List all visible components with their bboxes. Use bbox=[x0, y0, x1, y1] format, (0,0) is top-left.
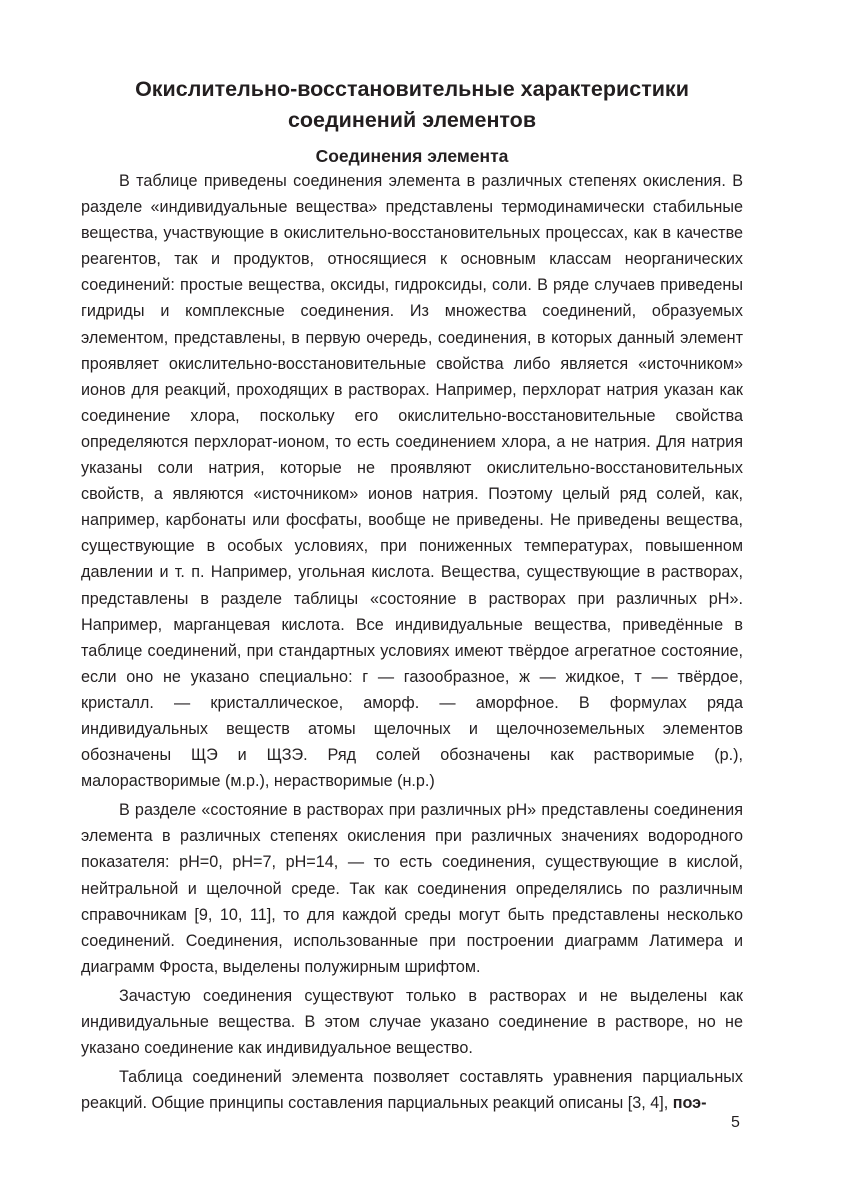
title-line-1: Окислительно-восстановительные характеристики bbox=[135, 77, 689, 101]
paragraph: В таблице приведены соединения элемента в различных степенях окисления. В разделе «индивидуальные вещества» представлены термодинамически стабильные вещества, участвующие в окислительно-восстановительных процессах, как в качестве реагентов, так и продуктов, относящиеся к основным классам неорганических соединений: простые вещества, оксиды, гидроксиды, соли. В ряде случаев приведены гидриды и комплексные соединения. Из множества соединений, образуемых элементом, представлены, в первую очередь, соединения, в которых данный элемент проявляет окислительно-восстановительные свойства либо является «источником» ионов для реакций, проходящих в растворах. Например, перхлорат натрия указан как соединение хлора, поскольку его окислительно-восстановительные свойства определяются перхлорат-ионом, то есть соединением хлора, а не натрия. Для натрия указаны соли натрия, которые не проявляют окислительно-восстановительных свойств, а являются «источником» ионов натрия. Поэтому целый ряд солей, как, например, карбонаты или фосфаты, вообще не приведены. Не приведены вещества, существующие в особых условиях, при пониженных температурах, повышенном давлении и т. п. Например, угольная кислота. Вещества, существующие в растворах, представлены в разделе таблицы «состояние в растворах при различных pH». Например, марганцевая кислота. Все индивидуальные вещества, приведённые в таблице соединений, при стандартных условиях имеют твёрдое агрегатное состояние, если оно не указано специально: г — газообразное, ж — жидкое, т — твёрдое, кристалл. — кристаллическое, аморф. — аморфное. В формулах ряда индивидуальных веществ атомы щелочных и щелочноземельных элементов обозначены ЩЭ и ЩЗЭ. Ряд солей обозначены как растворимые (р.), малорастворимые (м.р.), нерастворимые (н.р.) bbox=[81, 172, 743, 791]
paragraph-bold-text: поэ- bbox=[672, 1094, 707, 1113]
section-heading: Соединения элемента bbox=[315, 146, 509, 166]
page-content bbox=[81, 74, 743, 1116]
paragraph-text: Таблица соединений элемента позволяет составлять уравнения парциальных реакций. Общие принципы составления парциальных реакций описаны [3, 4], bbox=[81, 1068, 743, 1113]
paragraph bbox=[81, 1064, 743, 1116]
page-number: 5 bbox=[731, 1114, 740, 1131]
paragraph: В разделе «состояние в растворах при различных pH» представлены соединения элемента в различных степенях окисления при различных значениях водородного показателя: pH=0, pH=7, pH=14, — то есть соединения, существующие в кислой, нейтральной и щелочной среде. Так как соединения определялись по различным справочникам [9, 10, 11], то для каждой среды могут быть представлены несколько соединений. Соединения, использованные при построении диаграмм Латимера и диаграмм Фроста, выделены полужирным шрифтом. bbox=[81, 801, 743, 976]
paragraph: Зачастую соединения существуют только в растворах и не выделены как индивидуальные вещества. В этом случае указано соединение в растворе, но не указано соединение как индивидуальное вещество. bbox=[81, 986, 743, 1058]
document-title bbox=[81, 74, 743, 136]
title-line-2: соединений элементов bbox=[287, 108, 537, 132]
